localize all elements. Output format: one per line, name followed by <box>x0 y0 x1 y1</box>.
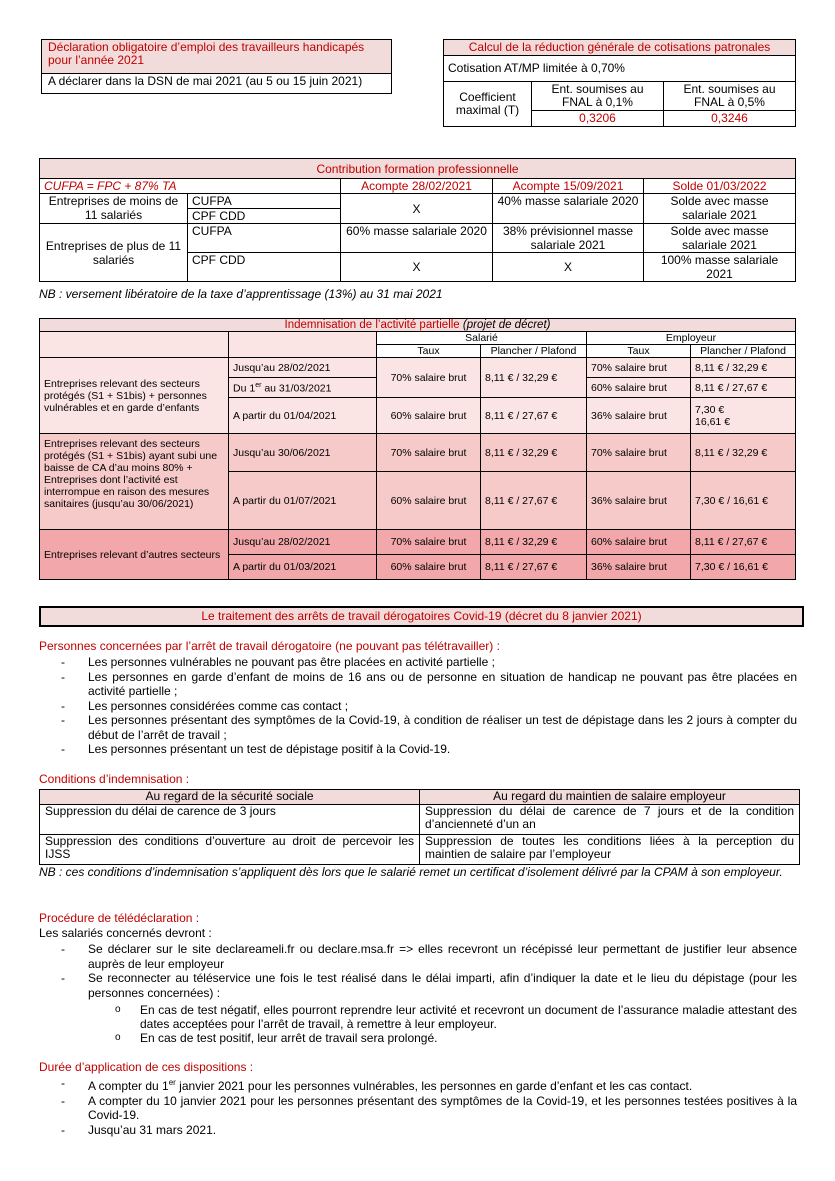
cfp-cufpa: CUFPA <box>188 194 341 209</box>
plancher-header: Plancher / Plafond <box>481 345 587 358</box>
list-item: - Les personnes présentant des symptômes de la Covid-19, à condition de réaliser un test de dépistage dans les 2 jours à compter du début de l’arrêt de travail ; <box>39 713 797 742</box>
plancher-value: 8,11 € / 27,67 € <box>691 378 796 398</box>
cfp-h2: Acompte 15/09/2021 <box>493 179 644 194</box>
period: Jusqu’au 30/06/2021 <box>229 434 377 472</box>
cfp-nb: NB : versement libératoire de la taxe d’apprentissage (13%) au 31 mai 2021 <box>39 287 443 301</box>
coef-label: Coefficient maximal (T) <box>444 82 532 127</box>
fnal-01-header: Ent. soumises au FNAL à 0,1% <box>532 82 664 111</box>
cfp-group-large: Entreprises de plus de 11 salariés <box>40 224 188 282</box>
cfp-h3: Solde 01/03/2022 <box>644 179 796 194</box>
activity-title-cell <box>40 319 796 332</box>
conditions-nb: NB : ces conditions d’indemnisation s’appliquent dès lors que le salarié remet un certificat d’isolement délivré par la CPAM à son employeur. <box>39 865 783 879</box>
period-text: Du 1 <box>233 382 256 395</box>
list-item: - Les personnes considérées comme cas contact ; <box>39 699 797 714</box>
activity-title: Indemnisation de l’activité partielle <box>284 319 460 331</box>
duration-text: A compter du 1 <box>88 1079 169 1093</box>
cond-header-ss: Au regard de la sécurité sociale <box>40 790 420 805</box>
plancher-value: 8,11 € / 27,67 € <box>481 398 587 434</box>
period: A partir du 01/04/2021 <box>229 398 377 434</box>
plancher-value: 8,11 € / 27,67 € <box>481 555 587 580</box>
cfp-h0: CUFPA = FPC + 87% TA <box>40 179 341 194</box>
plancher-value: 8,11 € / 32,29 € <box>691 434 796 472</box>
cfp-cell: 38% prévisionnel masse salariale 2021 <box>493 224 644 253</box>
period: Jusqu’au 28/02/2021 <box>229 358 377 378</box>
cfp-cpf: CPF CDD <box>188 209 341 224</box>
covid-title: Le traitement des arrêts de travail dérogatoires Covid-19 (décret du 8 janvier 2021) <box>39 606 804 627</box>
plancher-value: 7,30 € / 16,61 € <box>691 472 796 530</box>
taux-value: 60% salaire brut <box>377 398 481 434</box>
cfp-x: X <box>493 253 644 282</box>
duration-heading: Durée d’application de ces dispositions : <box>39 1060 254 1074</box>
duration-sup: er <box>168 1078 176 1087</box>
period-sup: er <box>255 382 262 390</box>
list-item: - Les personnes vulnérables ne pouvant pas être placées en activité partielle ; <box>39 655 797 670</box>
cfp-cell: 40% masse salariale 2020 <box>493 194 644 224</box>
plancher-value <box>691 398 796 434</box>
plancher-value: 8,11 € / 32,29 € <box>481 358 587 398</box>
period-text: au 31/03/2021 <box>261 382 332 395</box>
salarie-header: Salarié <box>377 332 587 345</box>
taux-value: 60% salaire brut <box>377 472 481 530</box>
period: Jusqu’au 28/02/2021 <box>229 530 377 555</box>
plancher-line: 7,30 € <box>695 403 725 416</box>
list-item <box>39 1076 797 1094</box>
reduction-box <box>443 39 796 127</box>
persons-list <box>39 655 797 757</box>
plancher-value: 8,11 € / 32,29 € <box>481 434 587 472</box>
taux-value: 36% salaire brut <box>587 398 691 434</box>
taux-header: Taux <box>377 345 481 358</box>
cond-cell: Suppression du délai de carence de 7 jours et de la condition d’ancienneté d’un an <box>420 804 800 834</box>
cfp-cell: 100% masse salariale 2021 <box>644 253 796 282</box>
atmp-text: Cotisation AT/MP limitée à 0,70% <box>444 56 796 82</box>
list-item: - A compter du 10 janvier 2021 pour les personnes présentant des symptômes de la Covid-19, et les personnes testées positives à la Covid-19. <box>39 1094 797 1123</box>
period <box>229 378 377 398</box>
taux-value: 60% salaire brut <box>587 378 691 398</box>
taux-value: 70% salaire brut <box>587 434 691 472</box>
activity-corner <box>40 332 229 358</box>
taux-value: 60% salaire brut <box>587 530 691 555</box>
cfp-h1: Acompte 28/02/2021 <box>341 179 493 194</box>
conditions-heading: Conditions d’indemnisation : <box>39 772 190 786</box>
list-item: - Se reconnecter au téléservice une fois le test réalisé dans le délai imparti, afin d’indiquer la date et le lieu du dépistage (pour les personnes concernées) : <box>39 971 797 1000</box>
list-item: o En cas de test négatif, elles pourront reprendre leur activité et recevront un document de l’assurance maladie attestant des dates acceptées pour l’arrêt de travail, à remettre à leur employeur. <box>39 1003 797 1031</box>
persons-heading: Personnes concernées par l’arrêt de travail dérogatoire (ne pouvant pas télétravailler) : <box>39 639 500 653</box>
cond-cell: Suppression de toutes les conditions liées à la perception du maintien de salaire par l’employeur <box>420 834 800 864</box>
taux-value: 36% salaire brut <box>587 555 691 580</box>
plancher-value: 8,11 € / 32,29 € <box>481 530 587 555</box>
list-item: o En cas de test positif, leur arrêt de travail sera prolongé. <box>39 1031 797 1045</box>
procedure-intro: Les salariés concernés devront : <box>39 926 212 940</box>
activity-group-2: Entreprises relevant des secteurs protégés (S1 + S1bis) ayant subi une baisse de CA d’au moins 80% + Entreprises dont l’activité est interrompue en raison des mesures sanitaires (jusqu’au 30/06/2021) <box>40 434 229 530</box>
period: A partir du 01/03/2021 <box>229 555 377 580</box>
declaration-text: A déclarer dans la DSN de mai 2021 (au 5 ou 15 juin 2021) <box>42 74 392 94</box>
conditions-table <box>39 789 800 865</box>
taux-value: 70% salaire brut <box>377 530 481 555</box>
fnal-05-header: Ent. soumises au FNAL à 0,5% <box>664 82 796 111</box>
cfp-title: Contribution formation professionnelle <box>40 159 796 179</box>
list-item: - Se déclarer sur le site declareameli.fr ou declare.msa.fr => elles recevront un récépissé leur permettant de justifier leur absence auprès de leur employeur <box>39 942 797 971</box>
activity-group-3: Entreprises relevant d’autres secteurs <box>40 530 229 580</box>
cfp-cell: Solde avec masse salariale 2021 <box>644 224 796 253</box>
cfp-x: X <box>341 253 493 282</box>
declaration-box <box>41 39 392 94</box>
list-item: - Les personnes présentant un test de dépistage positif à la Covid-19. <box>39 742 797 757</box>
taux-value: 70% salaire brut <box>377 358 481 398</box>
fnal-05-value: 0,3246 <box>664 111 796 127</box>
cfp-group-small: Entreprises de moins de 11 salariés <box>40 194 188 224</box>
cfp-cpf: CPF CDD <box>188 253 341 282</box>
declaration-title: Déclaration obligatoire d’emploi des travailleurs handicapés pour l’année 2021 <box>42 40 392 74</box>
plancher-line: 16,61 € <box>695 415 731 428</box>
cfp-cell: 60% masse salariale 2020 <box>341 224 493 253</box>
duration-text: janvier 2021 pour les personnes vulnérables, les personnes en garde d’enfant et les cas contact. <box>175 1079 693 1093</box>
cfp-x: X <box>341 194 493 224</box>
plancher-value: 8,11 € / 32,29 € <box>691 358 796 378</box>
taux-value: 70% salaire brut <box>587 358 691 378</box>
duration-list <box>39 1076 797 1137</box>
cfp-cell: Solde avec masse salariale 2021 <box>644 194 796 224</box>
plancher-value: 7,30 € / 16,61 € <box>691 555 796 580</box>
period: A partir du 01/07/2021 <box>229 472 377 530</box>
plancher-value: 8,11 € / 27,67 € <box>691 530 796 555</box>
procedure-list <box>39 942 797 1000</box>
taux-header: Taux <box>587 345 691 358</box>
cond-cell: Suppression du délai de carence de 3 jours <box>40 804 420 834</box>
cfp-cufpa: CUFPA <box>188 224 341 253</box>
procedure-sublist <box>39 1003 797 1045</box>
fnal-01-value: 0,3206 <box>532 111 664 127</box>
list-item: - Jusqu’au 31 mars 2021. <box>39 1123 797 1138</box>
taux-value: 36% salaire brut <box>587 472 691 530</box>
plancher-header: Plancher / Plafond <box>691 345 796 358</box>
procedure-heading: Procédure de télédéclaration : <box>39 911 200 925</box>
taux-value: 60% salaire brut <box>377 555 481 580</box>
reduction-title: Calcul de la réduction générale de cotisations patronales <box>444 40 796 56</box>
cond-header-employer: Au regard du maintien de salaire employeur <box>420 790 800 805</box>
taux-value: 70% salaire brut <box>377 434 481 472</box>
activity-corner <box>229 332 377 358</box>
activity-table <box>39 318 796 580</box>
cfp-table <box>39 158 796 282</box>
employeur-header: Employeur <box>587 332 796 345</box>
activity-group-1: Entreprises relevant des secteurs protégés (S1 + S1bis) + personnes vulnérables et en garde d’enfants <box>40 358 229 434</box>
plancher-value: 8,11 € / 27,67 € <box>481 472 587 530</box>
cond-cell: Suppression des conditions d’ouverture au droit de percevoir les IJSS <box>40 834 420 864</box>
activity-title-note: (projet de décret) <box>462 319 551 331</box>
list-item: - Les personnes en garde d’enfant de moins de 16 ans ou de personne en situation de handicap ne pouvant pas être placées en activité partielle ; <box>39 670 797 699</box>
